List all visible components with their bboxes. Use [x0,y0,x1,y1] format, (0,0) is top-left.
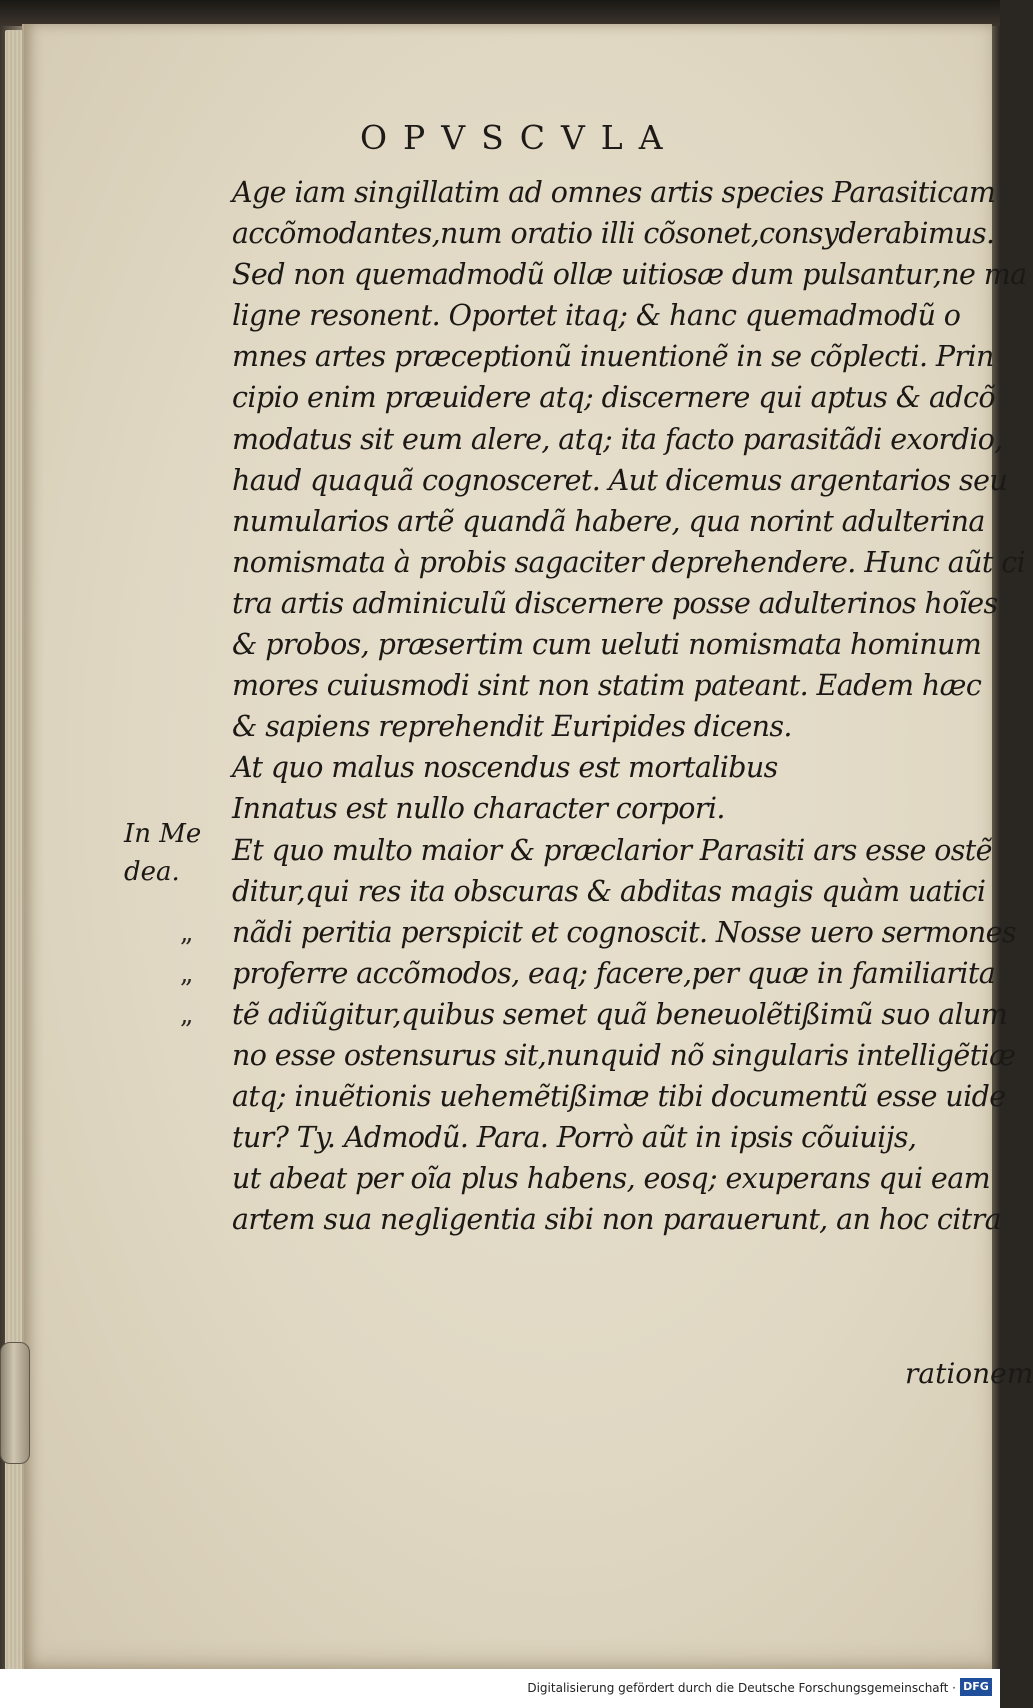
margin-note-line: In Me [124,819,202,849]
text-line: tur? Ty. Admodũ. Para. Porrò aũt in ipsis cõuiuijs, [232,1121,917,1155]
text-line: cipio enim præuidere atq; discernere qui aptus & adcõ [232,381,995,415]
text-line: ditur,qui res ita obscuras & abditas magis quàm uatici [232,874,986,908]
scan-top-edge [0,0,1000,26]
margin-note-line: dea. [124,857,180,887]
text-line: atq; inuẽtionis uehemẽtißimæ tibi documentũ esse uide [232,1080,1006,1114]
text-line: no esse ostensurus sit,nunquid nõ singularis intelligẽtiæ [232,1038,1016,1072]
text-line: nãdi peritia perspicit et cognoscit. Nosse uero sermones [232,915,1016,949]
quote-mark: „ [180,959,194,989]
running-head: OPVSCVLA [360,118,679,157]
quote-mark: „ [180,918,194,948]
text-line: mores cuiusmodi sint non statim pateant. Eadem hæc [232,669,982,703]
text-line: & probos, præsertim cum ueluti nomismata hominum [232,628,982,662]
text-line: accõmodantes,num oratio illi cõsonet,consyderabimus. [232,217,995,251]
digitization-footer [0,1669,1000,1708]
text-line: & sapiens reprehendit Euripides dicens. [232,710,792,744]
margin-note [124,815,201,891]
text-line: ut abeat per oĩa plus habens, eosq; exuperans qui eam [232,1162,991,1196]
dfg-logo: DFG [960,1678,992,1696]
text-line: tẽ adiũgitur,quibus semet quã beneuolẽtißimũ suo alum [232,997,1008,1031]
verse-line: Innatus est nullo character corpori. [232,792,725,826]
main-text-block [232,172,1027,1240]
quote-mark: „ [180,1000,194,1030]
text-line: modatus sit eum alere, atq; ita facto parasitãdi exordio, [232,422,1003,456]
catchword: rationem [905,1357,1033,1390]
text-line: Age iam singillatim ad omnes artis species Parasiticam [232,176,996,209]
verse-line: At quo malus noscendus est mortalibus [232,751,778,785]
text-line: haud quaquã cognosceret. Aut dicemus argentarios seu [232,463,1008,497]
book-clasp [0,1342,30,1464]
text-line: numularios artẽ quandã habere, qua norint adulterina [232,504,985,538]
text-line: artem sua negligentia sibi non parauerunt, an hoc citra [232,1203,1001,1237]
text-line: proferre accõmodos, eaq; facere,per quæ in familiarita [232,956,996,990]
text-line: Sed non quemadmodũ ollæ uitiosæ dum pulsantur,ne ma [232,258,1027,292]
text-line: tra artis adminiculũ discernere posse adulterinos hoĩes [232,586,998,620]
footer-credit: Digitalisierung gefördert durch die Deutsche Forschungsgemeinschaft · [527,1681,956,1695]
text-line: nomismata à probis sagaciter deprehendere. Hunc aũt ci [232,545,1026,579]
text-line: mnes artes præceptionũ inuentionẽ in se cõplecti. Prin [232,340,994,374]
text-line: ligne resonent. Oportet itaq; & hanc quemadmodũ o [232,299,961,333]
text-line: Et quo multo maior & præclarior Parasiti ars esse ostẽ [232,833,992,867]
